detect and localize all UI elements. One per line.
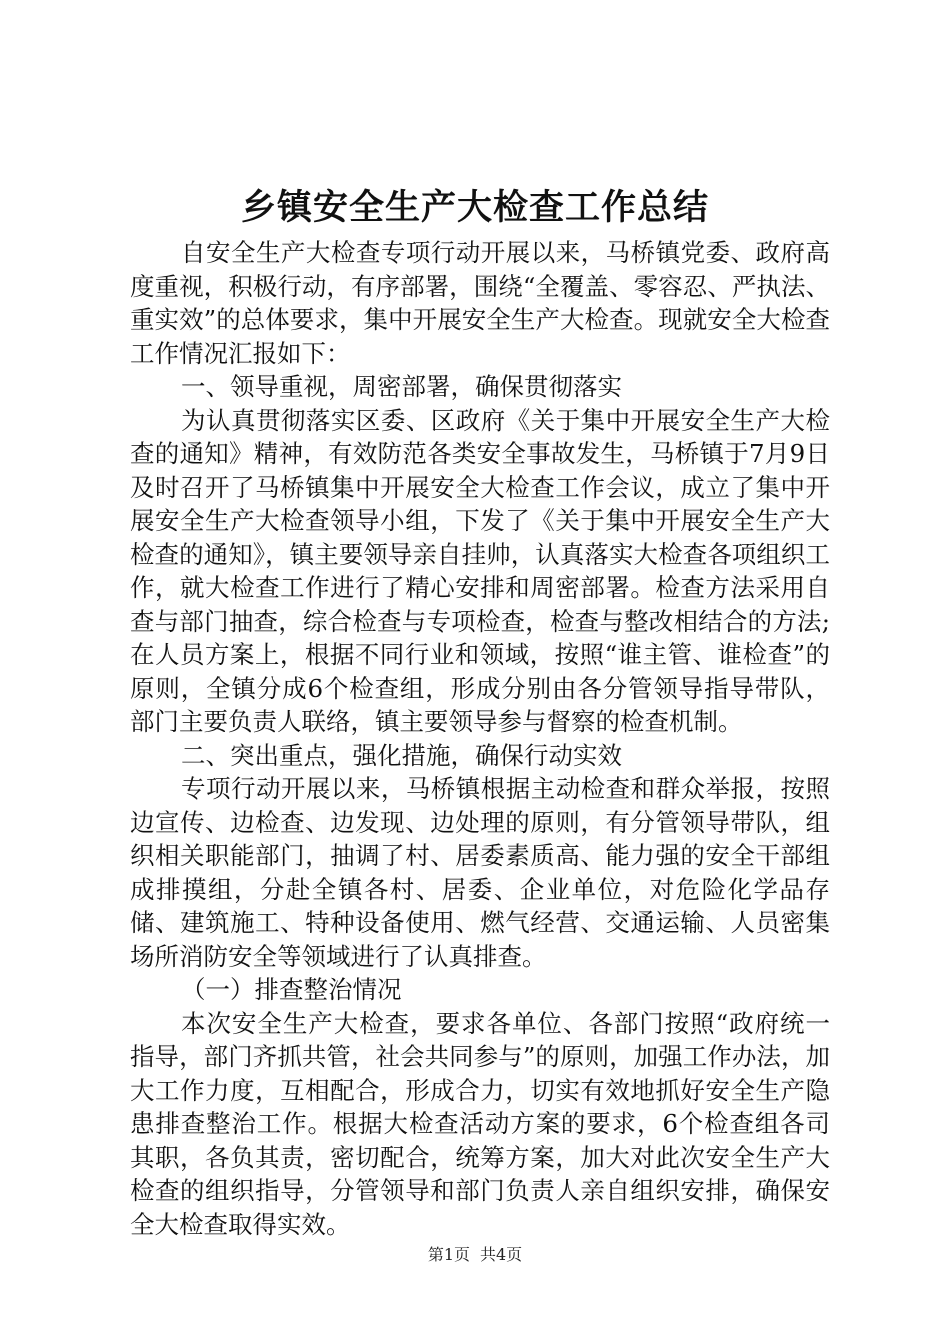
section-heading-1: 一、领导重视，周密部署，确保贯彻落实 [181, 372, 622, 401]
paragraph-section-1: 为认真贯彻落实区委、区政府《关于集中开展安全生产大检查的通知》精神，有效防范各类安全事故发生，马桥镇于7月9日及时召开了马桥镇集中开展安全大检查工作会议，成立了集中开展安全生产大检查领导小组，下发了《关于集中开展安全生产大检查的通知》，镇主要领导亲自挂帅，认真落实大检查各项组织工作，就大检查工作进行了精心安排和周密部署。检查方法采用自查与部门抽查，综合检查与专项检查，检查与整改相结合的方法;在人员方案上，根据不同行业和领域，按照“谁主管、谁检查”的原则，全镇分成6个检查组，形成分别由各分管领导指导带队，部门主要负责人联络，镇主要领导参与督察的检查机制。 [130, 405, 830, 736]
document-body [130, 236, 830, 1241]
paragraph-section-2: 专项行动开展以来，马桥镇根据主动检查和群众举报，按照边宣传、边检查、边发现、边处理的原则，有分管领导带队，组织相关职能部门，抽调了村、居委素质高、能力强的安全干部组成排摸组，分赴全镇各村、居委、企业单位，对危险化学品存储、建筑施工、特种设备使用、燃气经营、交通运输、人员密集场所消防安全等领域进行了认真排查。 [130, 774, 830, 971]
paragraph-intro: 自安全生产大检查专项行动开展以来，马桥镇党委、政府高度重视，积极行动，有序部署，围绕“全覆盖、零容忍、严执法、重实效”的总体要求，集中开展安全生产大检查。现就安全大检查工作情况汇报如下： [130, 238, 830, 368]
page-number: 第1页 [427, 1245, 470, 1264]
page-footer [0, 1244, 950, 1266]
page-total: 共4页 [480, 1245, 523, 1264]
paragraph-subsection-1: 本次安全生产大检查，要求各单位、各部门按照“政府统一指导，部门齐抓共管，社会共同参与”的原则，加强工作办法，加大工作力度，互相配合，形成合力，切实有效地抓好安全生产隐患排查整治工作。根据大检查活动方案的要求，6个检查组各司其职，各负其责，密切配合，统筹方案，加大对此次安全生产大检查的组织指导，分管领导和部门负责人亲自组织安排，确保安全大检查取得实效。 [130, 1008, 830, 1239]
section-heading-2: 二、突出重点，强化措施，确保行动实效 [181, 740, 622, 770]
document-title: 乡镇安全生产大检查工作总结 [240, 187, 709, 228]
subsection-heading-1: （一）排查整治情况 [181, 975, 402, 1004]
